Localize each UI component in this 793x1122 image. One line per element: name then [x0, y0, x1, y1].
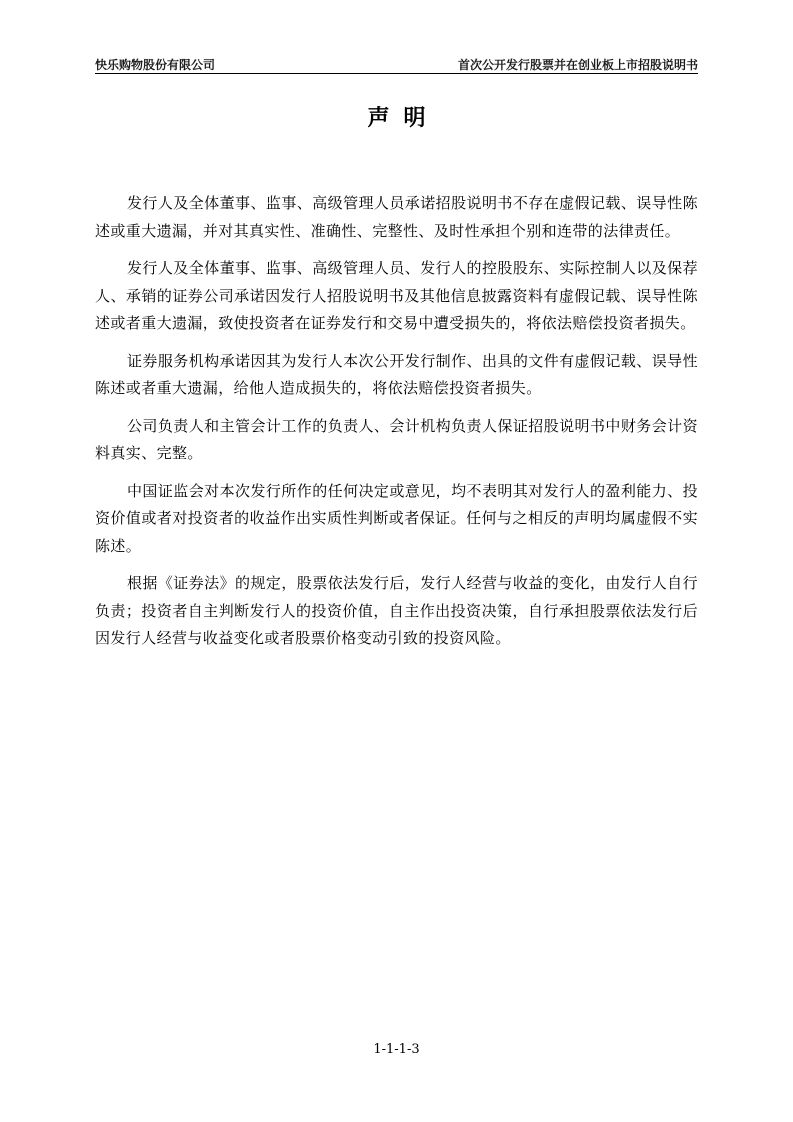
header-divider [95, 73, 698, 74]
header-document-title: 首次公开发行股票并在创业板上市招股说明书 [457, 58, 698, 72]
paragraph-2: 发行人及全体董事、监事、高级管理人员、发行人的控股股东、实际控制人以及保荐人、承销的证券公司承诺因发行人招股说明书及其他信息披露资料有虚假记载、误导性陈述或者重大遗漏，致使投资者在证券发行和交易中遭受损失的，将依法赔偿投资者损失。 [95, 259, 698, 332]
paragraph-4: 公司负责人和主管会计工作的负责人、会计机构负责人保证招股说明书中财务会计资料真实、完整。 [95, 416, 698, 462]
declaration-body [95, 190, 698, 663]
paragraph-6: 根据《证券法》的规定，股票依法发行后，发行人经营与收益的变化，由发行人自行负责；投资者自主判断发行人的投资价值，自主作出投资决策，自行承担股票依法发行后因发行人经营与收益变化或者股票价格变动引致的投资风险。 [95, 574, 698, 647]
paragraph-5: 中国证监会对本次发行所作的任何决定或意见，均不表明其对发行人的盈利能力、投资价值或者对投资者的收益作出实质性判断或者保证。任何与之相反的声明均属虚假不实陈述。 [95, 481, 698, 555]
paragraph-1: 发行人及全体董事、监事、高级管理人员承诺招股说明书不存在虚假记载、误导性陈述或重大遗漏，并对其真实性、准确性、完整性、及时性承担个别和连带的法律责任。 [95, 194, 698, 240]
page-number: 1-1-1-3 [373, 1042, 420, 1057]
header-company-name: 快乐购物股份有限公司 [95, 58, 216, 72]
page-title: 声明 [367, 106, 440, 131]
paragraph-3: 证券服务机构承诺因其为发行人本次公开发行制作、出具的文件有虚假记载、误导性陈述或者重大遗漏，给他人造成损失的，将依法赔偿投资者损失。 [95, 351, 698, 397]
page-header [95, 56, 698, 74]
